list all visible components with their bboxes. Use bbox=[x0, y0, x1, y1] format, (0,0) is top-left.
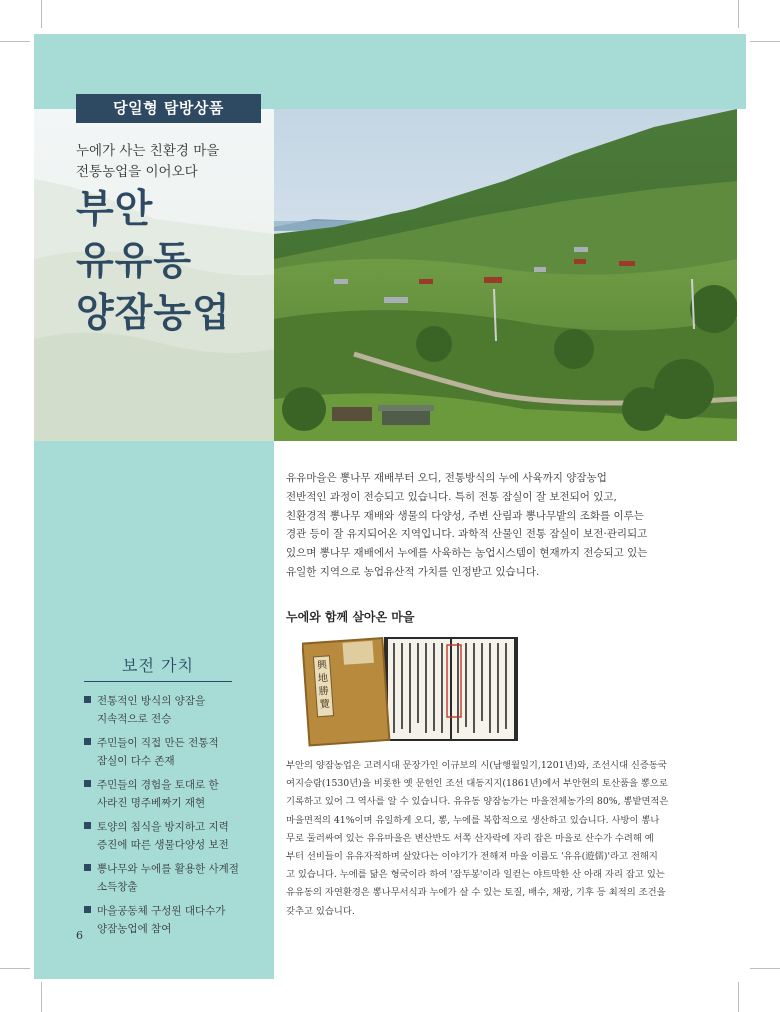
intro-line: 있으며 뽕나무 재배에서 누에를 사육하는 농업시스템이 현재까지 전승되고 있는 bbox=[286, 547, 648, 560]
list-item bbox=[84, 777, 244, 812]
intro-line: 전반적인 과정이 전승되고 있습니다. 특히 전통 잠실이 잘 보전되어 있고, bbox=[286, 490, 617, 503]
intro-paragraph bbox=[286, 469, 706, 582]
crop-mark bbox=[0, 968, 30, 969]
subtitle-line: 누에가 사는 친환경 마을 bbox=[76, 143, 220, 159]
value-line: 지속적으로 전승 bbox=[97, 712, 172, 725]
intro-line: 경관 등이 잘 유지되어온 지역입니다. 과학적 산물인 전통 잠실이 보전·관리되고 bbox=[286, 528, 648, 541]
old-book-image bbox=[302, 633, 520, 749]
value-line: 뽕나무와 누에를 활용한 사계절 bbox=[97, 863, 239, 875]
body-line: 무로 둘러싸여 있는 유유마을은 변산반도 서쪽 산자락에 자리 잡은 마을로 산수가 수려해 예 bbox=[286, 832, 654, 844]
list-item bbox=[84, 735, 244, 770]
square-bullet-icon bbox=[84, 864, 91, 871]
square-bullet-icon bbox=[84, 696, 91, 703]
value-line: 소득창출 bbox=[97, 880, 138, 893]
title-line: 유유동 bbox=[76, 239, 193, 284]
value-line: 주민들의 경험을 토대로 한 bbox=[97, 779, 219, 791]
subtitle-line: 전통농업을 이어오다 bbox=[76, 164, 198, 180]
page-title bbox=[76, 184, 276, 340]
list-item bbox=[84, 903, 244, 938]
square-bullet-icon bbox=[84, 738, 91, 745]
intro-line: 유유마을은 뽕나무 재배부터 오디, 전통방식의 누에 사육까지 양잠농업 bbox=[286, 472, 607, 484]
list-item bbox=[84, 693, 244, 728]
crop-mark bbox=[750, 41, 780, 42]
crop-mark bbox=[41, 0, 42, 28]
body-line: 유유동의 자연환경은 뽕나무서식과 누에가 살 수 있는 토질, 배수, 채광, 기후 등 최적의 조건을 bbox=[286, 887, 666, 899]
page-number: 6 bbox=[76, 929, 83, 942]
value-line: 사라진 명주베짜기 재현 bbox=[97, 796, 206, 809]
value-line: 주민들이 직접 만든 전통적 bbox=[97, 737, 219, 749]
values-heading: 보전 가치 bbox=[122, 656, 194, 675]
hero-village-photo bbox=[274, 109, 737, 441]
intro-line: 유일한 지역으로 농업유산적 가치를 인정받고 있습니다. bbox=[286, 565, 540, 578]
body-line: 갖추고 있습니다. bbox=[286, 905, 355, 917]
value-line: 잠실이 다수 존재 bbox=[97, 754, 175, 767]
value-line: 마을공동체 구성원 대다수가 bbox=[97, 905, 226, 917]
body-line: 마을면적의 41%이며 유일하게 오디, 뽕, 누에를 복합적으로 생산하고 있습니다. 사방이 뽕나 bbox=[286, 814, 660, 826]
book-cover-label: 興地勝覽 bbox=[316, 659, 331, 711]
square-bullet-icon bbox=[84, 906, 91, 913]
list-item bbox=[84, 861, 244, 896]
crop-mark bbox=[750, 968, 780, 969]
value-line: 증진에 따른 생물다양성 보전 bbox=[97, 838, 229, 851]
hero-subtitle bbox=[76, 141, 266, 183]
values-list bbox=[84, 693, 244, 945]
history-paragraph bbox=[286, 757, 706, 921]
intro-line: 친환경적 뽕나무 재배와 생물의 다양성, 주변 산림과 뽕나무밭의 조화를 이루는 bbox=[286, 509, 644, 522]
tour-type-badge: 당일형 탐방상품 bbox=[76, 94, 261, 123]
list-item bbox=[84, 819, 244, 854]
crop-mark bbox=[41, 982, 42, 1012]
square-bullet-icon bbox=[84, 822, 91, 829]
square-bullet-icon bbox=[84, 780, 91, 787]
body-line: 여지승람(1530년)을 비롯한 옛 문헌인 조선 대동지지(1861년)에서 부안현의 토산품을 뽕으로 bbox=[286, 778, 668, 790]
body-line: 고 있습니다. 누에를 닮은 형국이라 하여 '잠두봉'이라 일컫는 야트막한 산 아래 자리 잡고 있는 bbox=[286, 869, 665, 881]
crop-mark bbox=[738, 982, 739, 1012]
historical-documents-photo bbox=[302, 633, 520, 749]
value-line: 양잠농업에 참여 bbox=[97, 922, 172, 935]
crop-mark bbox=[738, 0, 739, 28]
values-divider bbox=[84, 681, 232, 682]
body-line: 부안의 양잠농업은 고려시대 문장가인 이규보의 시(남행월일기,1201년)와, 조선시대 신증동국 bbox=[286, 760, 667, 771]
body-line: 부터 선비들이 유유자적하며 살았다는 이야기가 전해져 마을 이름도 '유유(遊儒)'라고 전해지 bbox=[286, 851, 658, 863]
body-line: 기록하고 있어 그 역사를 알 수 있습니다. 유유동 양잠농가는 마을전체농가의 80%, 뽕밭면적은 bbox=[286, 796, 669, 808]
title-line: 부안 bbox=[76, 187, 154, 232]
section-heading: 누에와 함께 살아온 마을 bbox=[286, 610, 415, 624]
crop-mark bbox=[0, 41, 30, 42]
village-landscape-image bbox=[274, 109, 737, 441]
value-line: 토양의 침식을 방지하고 지력 bbox=[97, 821, 229, 833]
title-line: 양잠농업 bbox=[76, 291, 231, 336]
value-line: 전통적인 방식의 양잠을 bbox=[97, 695, 206, 707]
